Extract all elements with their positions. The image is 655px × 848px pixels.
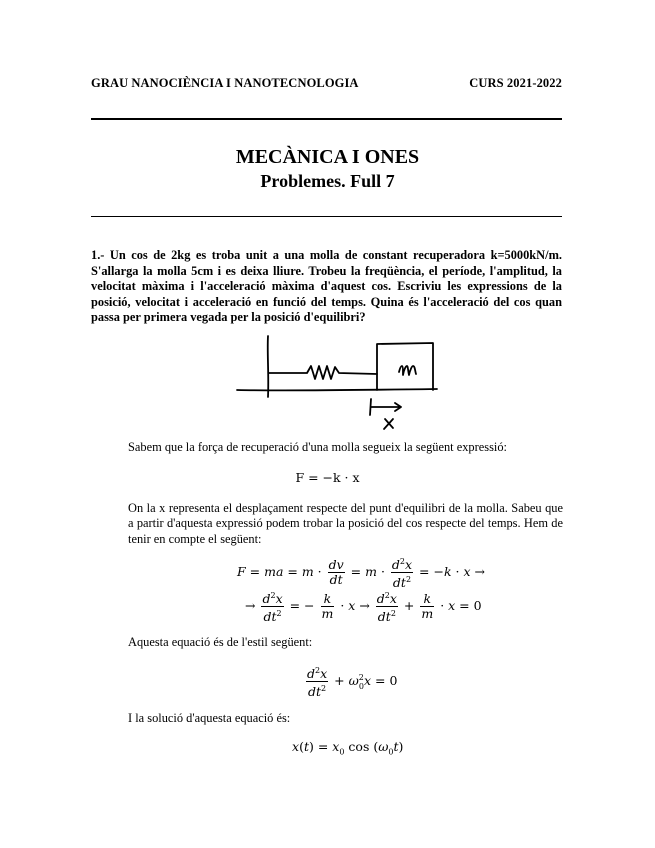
course-header: GRAU NANOCIÈNCIA I NANOTECNOLOGIA <box>91 76 359 90</box>
solution-paragraph-3: Aquesta equació és de l'estil següent: <box>128 635 313 649</box>
equation-newton-line-2: → $\frac{d^2x}{dt^2}$ = − $\frac{k}{m}$ · x → $\frac{d^2x}{dt^2}$ + $\frac{k}{m}$ · x = 0 <box>245 591 482 625</box>
title-rule <box>91 216 562 217</box>
solution-paragraph-1: Sabem que la força de recuperació d'una molla segueix la següent expressió: <box>128 440 507 454</box>
x-axis-arrow <box>371 403 401 411</box>
wall <box>268 336 269 397</box>
equation-hooke: F = −k · x <box>295 470 360 485</box>
spring-mass-figure <box>225 333 445 435</box>
mass-m-glyph <box>399 366 416 375</box>
solution-paragraph-2: On la x representa el desplaçament respecte del punt d'equilibri de la molla. Sabeu que a partir d'aquesta expressió podem trobar la posició del cos respecte del temps. Hem de tenir en compte el següent: <box>128 501 563 546</box>
axis-x-glyph <box>384 419 393 429</box>
page-subtitle: Problemes. Full 7 <box>260 171 395 191</box>
equation-newton-line-1: F = ma = m · $\frac{dv}{dt}$ = m · $\frac{d^2x}{dt^2}$ = −k · x → <box>237 557 485 591</box>
equation-harmonic-oscillator: $\frac{d^2x}{dt^2}$ + $\omega^2_0x = 0$ <box>307 666 398 700</box>
academic-year: CURS 2021-2022 <box>469 76 562 90</box>
header-rule <box>91 118 562 120</box>
spring <box>269 366 377 379</box>
page-title: MECÀNICA I ONES <box>235 146 420 168</box>
equation-solution: $x(t) = x_0$ $\cos (\omega_0t)$ <box>292 739 404 757</box>
solution-paragraph-4: I la solució d'aquesta equació és: <box>128 711 291 725</box>
problem-statement: 1.- Un cos de 2kg es troba unit a una molla de constant recuperadora k=5000kN/m. S'allarga la molla 5cm i es deixa lliure. Trobeu la freqüència, el període, l'amplitud, la velocitat màxima i l'acceleració màxima d'aquest cos. Escriviu les expressions de la posició, velocitat i acceleració en funció del temps. Quina és l'acceleració del cos quan passa per primera vegada per la posició d'equilibri? <box>91 248 562 325</box>
floor <box>237 389 437 390</box>
